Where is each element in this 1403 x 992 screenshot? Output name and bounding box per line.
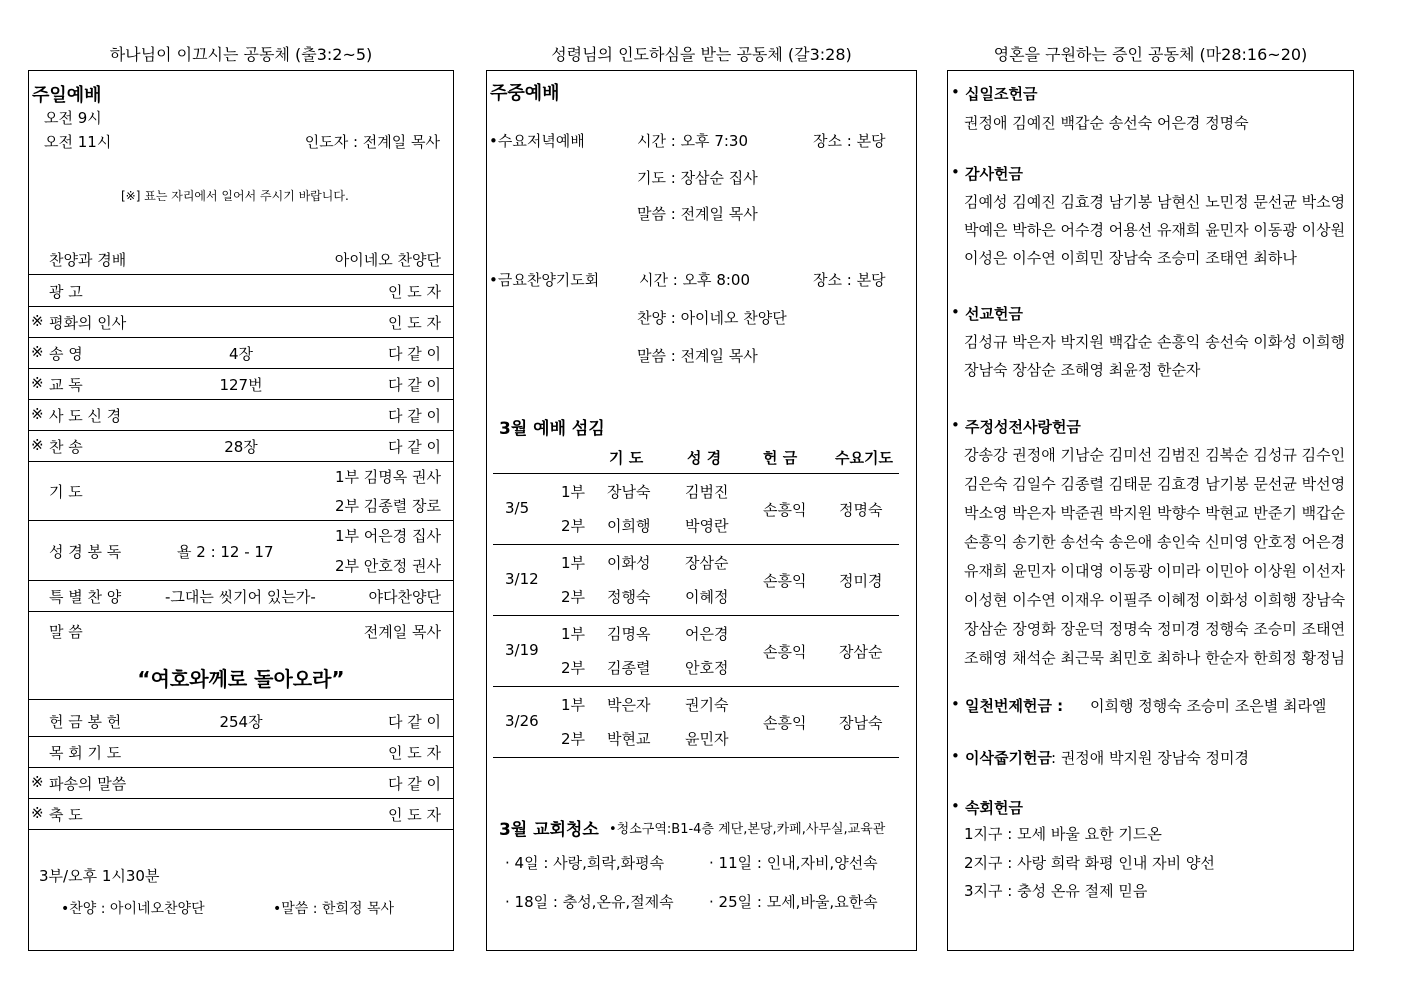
order-by: 다 같 이 (387, 407, 441, 425)
standing-mark: ※ (31, 804, 44, 822)
friday-service-time: 시간 : 오후 8:00 (639, 271, 751, 289)
weekly-offering-line: 김은숙 김일수 김종렬 김태문 김효경 남기봉 문선균 박선영 (964, 475, 1346, 493)
scripture-name: 안호정 (685, 659, 729, 677)
sunday-service-panel (28, 70, 454, 951)
standing-notice: [※] 표는 자리에서 일어서 주시기 바랍니다. (121, 189, 349, 203)
wednesday-service-name: •수요저녁예배 (489, 132, 585, 150)
bullet-icon: • (951, 303, 960, 321)
weekly-offering-line: 장삼순 장영화 장운덕 정명숙 정미경 정행숙 조승미 조태연 (964, 620, 1346, 638)
cleaning-area: •청소구역:B1-4층 계단,본당,카페,사무실,교육관 (609, 822, 886, 837)
order-name: 축 도 (49, 806, 83, 824)
prayer-name: 박은자 (607, 696, 651, 714)
cleaning-title: 3월 교회청소 (499, 820, 599, 840)
sprout-offering-names: : 권정애 박지원 장남숙 정미경 (1051, 749, 1250, 767)
weekly-offering-line: 이성현 이수연 이재우 이필주 이혜정 이화성 이희행 장남숙 (964, 591, 1346, 609)
order-row (29, 399, 453, 431)
wednesday-service-place: 장소 : 본당 (813, 132, 886, 150)
order-by: 인 도 자 (387, 744, 441, 762)
friday-service-place: 장소 : 본당 (813, 271, 886, 289)
order-name: 광 고 (49, 283, 83, 301)
bullet-icon: • (951, 83, 960, 101)
order-by: 2부 김종렬 장로 (334, 497, 441, 515)
order-name: 특 별 찬 양 (49, 588, 122, 606)
part-label: 2부 (561, 730, 586, 748)
friday-sermon: 말씀 : 전계일 목사 (637, 347, 758, 365)
weekly-offering-line: 손흥익 송기한 송선숙 송은애 송인숙 신미영 안호정 어은경 (964, 533, 1346, 551)
divider (493, 544, 899, 545)
order-by: 인 도 자 (387, 806, 441, 824)
order-by: 다 같 이 (387, 713, 441, 731)
prayer-name: 김종렬 (607, 659, 651, 677)
third-service-praise: •찬양 : 아이네오찬양단 (61, 901, 205, 917)
friday-service-name: •금요찬양기도회 (489, 271, 600, 289)
divider (493, 757, 899, 758)
standing-mark: ※ (31, 343, 44, 361)
thanks-line-3: 이성은 이수연 이희민 장남숙 조승미 조태연 최하나 (964, 249, 1297, 267)
order-name: 목 회 기 도 (49, 744, 122, 762)
weekly-offering-line: 강송강 권정애 기남순 김미선 김범진 김복순 김성규 김수인 (964, 446, 1346, 464)
third-service-time: 3부/오후 1시30분 (39, 867, 160, 885)
bullet-icon: • (951, 747, 960, 765)
order-name: 찬양과 경배 (49, 251, 127, 269)
cell-district-3: 3지구 : 충성 온유 절제 믿음 (964, 882, 1148, 900)
thanks-line-1: 김예성 김예진 김효경 남기봉 남현신 노민정 문선균 박소영 (964, 193, 1346, 211)
weekly-offering-title: 주정성전사랑헌금 (965, 418, 1081, 436)
weekly-offering-line: 유재희 윤민자 이대영 이동광 이미라 이민아 이상원 이선자 (964, 562, 1346, 580)
sprout-offering-title: 이삭줍기헌금 (965, 749, 1052, 767)
offering-panel (947, 70, 1354, 951)
cleaning-week-2: · 11일 : 인내,자비,양선속 (709, 854, 878, 872)
order-name: 성 경 봉 독 (49, 543, 122, 561)
weekday-service-panel (486, 70, 917, 951)
part-label: 2부 (561, 517, 586, 535)
order-name: 평화의 인사 (49, 314, 127, 332)
scripture-name: 어은경 (685, 625, 729, 643)
prayer-name: 박현교 (607, 730, 651, 748)
order-by: 2부 안호정 권사 (334, 557, 441, 575)
friday-praise: 찬양 : 아이네오 찬양단 (637, 309, 787, 327)
wednesday-prayer-name: 정명숙 (839, 501, 883, 519)
bullet-icon: • (951, 695, 960, 713)
part-label: 2부 (561, 659, 586, 677)
order-by: 다 같 이 (387, 775, 441, 793)
col-header-offering: 헌 금 (763, 449, 798, 467)
scripture-name: 윤민자 (685, 730, 729, 748)
order-name: 찬 송 (49, 438, 83, 456)
part-label: 1부 (561, 696, 586, 714)
tithe-title: 십일조헌금 (965, 85, 1038, 103)
service-leader: 인도자 : 전계일 목사 (304, 133, 440, 151)
order-by: 인 도 자 (387, 283, 441, 301)
divider (493, 686, 899, 687)
part-label: 1부 (561, 625, 586, 643)
thousand-offering-names: 이희행 정행숙 조승미 조은별 최라엘 (1090, 697, 1327, 715)
part-label: 1부 (561, 483, 586, 501)
order-row (29, 798, 453, 830)
bullet-icon: • (951, 416, 960, 434)
divider (493, 615, 899, 616)
order-by: 다 같 이 (387, 376, 441, 394)
prayer-name: 김명옥 (607, 625, 651, 643)
service-time-1: 오전 9시 (44, 109, 102, 127)
thousand-offering-title: 일천번제헌금 : (965, 697, 1064, 715)
prayer-name: 장남숙 (607, 483, 651, 501)
cell-offering-title: 속회헌금 (965, 799, 1023, 817)
offering-name: 손흥익 (763, 714, 807, 732)
order-row (29, 306, 453, 338)
order-row (29, 337, 453, 369)
order-name: 파송의 말씀 (49, 775, 127, 793)
thanks-title: 감사헌금 (965, 165, 1023, 183)
wednesday-prayer-name: 정미경 (839, 572, 883, 590)
prayer-name: 정행숙 (607, 588, 651, 606)
order-name: 송 영 (49, 345, 83, 363)
standing-mark: ※ (31, 312, 44, 330)
order-row-sermon (29, 611, 453, 700)
order-detail: 254장 (219, 713, 263, 731)
order-row-praise (29, 243, 453, 275)
scripture-name: 박영란 (685, 517, 729, 535)
third-service-sermon: •말씀 : 한희정 목사 (273, 901, 394, 917)
order-row-special-song (29, 580, 453, 612)
week-date: 3/5 (505, 499, 530, 517)
offering-name: 손흥익 (763, 643, 807, 661)
right-column-header: 영혼을 구원하는 증인 공동체 (마28:16~20) (993, 45, 1308, 64)
part-label: 2부 (561, 588, 586, 606)
order-row (29, 275, 453, 307)
mission-line-2: 장남숙 장삼순 조해영 최윤정 한순자 (964, 361, 1201, 379)
order-detail: 127번 (219, 376, 263, 394)
order-name: 교 독 (49, 376, 83, 394)
week-date: 3/12 (505, 570, 539, 588)
left-column-header: 하나님이 이끄시는 공동체 (출3:2~5) (109, 45, 373, 64)
col-header-scripture: 성 경 (687, 449, 722, 467)
order-row (29, 368, 453, 400)
order-by: 야다찬양단 (368, 588, 441, 606)
standing-mark: ※ (31, 405, 44, 423)
order-row-prayer (29, 461, 453, 521)
cell-district-1: 1지구 : 모세 바울 요한 기드온 (964, 825, 1162, 843)
order-name: 말 씀 (49, 623, 83, 641)
prayer-name: 이희행 (607, 517, 651, 535)
prayer-name: 이화성 (607, 554, 651, 572)
col-header-wednesday-prayer: 수요기도 (835, 449, 893, 467)
order-by: 다 같 이 (387, 438, 441, 456)
wednesday-sermon: 말씀 : 전계일 목사 (637, 205, 758, 223)
order-detail: 28장 (224, 438, 258, 456)
order-by: 인 도 자 (387, 314, 441, 332)
scripture-name: 김범진 (685, 483, 729, 501)
order-row (29, 430, 453, 462)
cell-district-2: 2지구 : 사랑 희락 화평 인내 자비 양선 (964, 854, 1215, 872)
col-header-prayer: 기 도 (609, 449, 644, 467)
part-label: 1부 (561, 554, 586, 572)
bullet-icon: • (951, 163, 960, 181)
thanks-line-2: 박예은 박하은 어수경 어용선 유재희 윤민자 이동광 이상원 (964, 221, 1346, 239)
wednesday-service-time: 시간 : 오후 7:30 (637, 132, 749, 150)
order-detail: 4장 (228, 345, 254, 363)
scripture-name: 권기숙 (685, 696, 729, 714)
wednesday-prayer: 기도 : 장삼순 집사 (637, 169, 758, 187)
order-name: 기 도 (49, 483, 83, 501)
service-schedule-title: 3월 예배 섬김 (499, 419, 605, 439)
order-row (29, 767, 453, 799)
order-by: 전계일 목사 (363, 623, 441, 641)
scripture-name: 장삼순 (685, 554, 729, 572)
week-date: 3/19 (505, 641, 539, 659)
offering-name: 손흥익 (763, 501, 807, 519)
order-row (29, 705, 453, 737)
mission-title: 선교헌금 (965, 305, 1023, 323)
standing-mark: ※ (31, 773, 44, 791)
wednesday-prayer-name: 장남숙 (839, 714, 883, 732)
divider (493, 473, 899, 474)
weekly-offering-line: 박소영 박은자 박준권 박지원 박향수 박현교 반준기 백갑순 (964, 504, 1346, 522)
service-time-2: 오전 11시 (44, 133, 112, 151)
order-row-scripture (29, 520, 453, 581)
order-name: 사 도 신 경 (49, 407, 122, 425)
order-row (29, 736, 453, 768)
standing-mark: ※ (31, 436, 44, 454)
special-song-title: -그대는 씻기어 있는가- (165, 588, 316, 606)
wednesday-prayer-name: 장삼순 (839, 643, 883, 661)
cleaning-week-1: · 4일 : 사랑,희락,화평속 (505, 854, 665, 872)
middle-column-header: 성령님의 인도하심을 받는 공동체 (갈3:28) (551, 45, 852, 64)
scripture-name: 이혜정 (685, 588, 729, 606)
week-date: 3/26 (505, 712, 539, 730)
order-by: 1부 어은경 집사 (334, 527, 441, 545)
sermon-title: “여호와께로 돌아오라” (137, 667, 345, 691)
offering-name: 손흥익 (763, 572, 807, 590)
standing-mark: ※ (31, 374, 44, 392)
tithe-names: 권정애 김예진 백갑순 송선숙 어은경 정명숙 (964, 114, 1249, 132)
order-by: 다 같 이 (387, 345, 441, 363)
order-by: 1부 김명옥 권사 (334, 468, 441, 486)
order-name: 헌 금 봉 헌 (49, 713, 122, 731)
mission-line-1: 김성규 박은자 박지원 백갑순 손흥익 송선숙 이화성 이희행 (964, 333, 1346, 351)
cleaning-week-4: · 25일 : 모세,바울,요한속 (709, 893, 878, 911)
cleaning-week-3: · 18일 : 충성,온유,절제속 (505, 893, 674, 911)
weekday-service-title: 주중예배 (490, 83, 560, 104)
order-by: 아이네오 찬양단 (334, 251, 441, 269)
weekly-offering-line: 조해영 채석순 최근묵 최민호 최하나 한순자 한희정 황정님 (964, 649, 1346, 667)
sunday-service-title: 주일예배 (32, 85, 102, 106)
scripture-reference: 욜 2 : 12 - 17 (177, 543, 274, 561)
bullet-icon: • (951, 797, 960, 815)
